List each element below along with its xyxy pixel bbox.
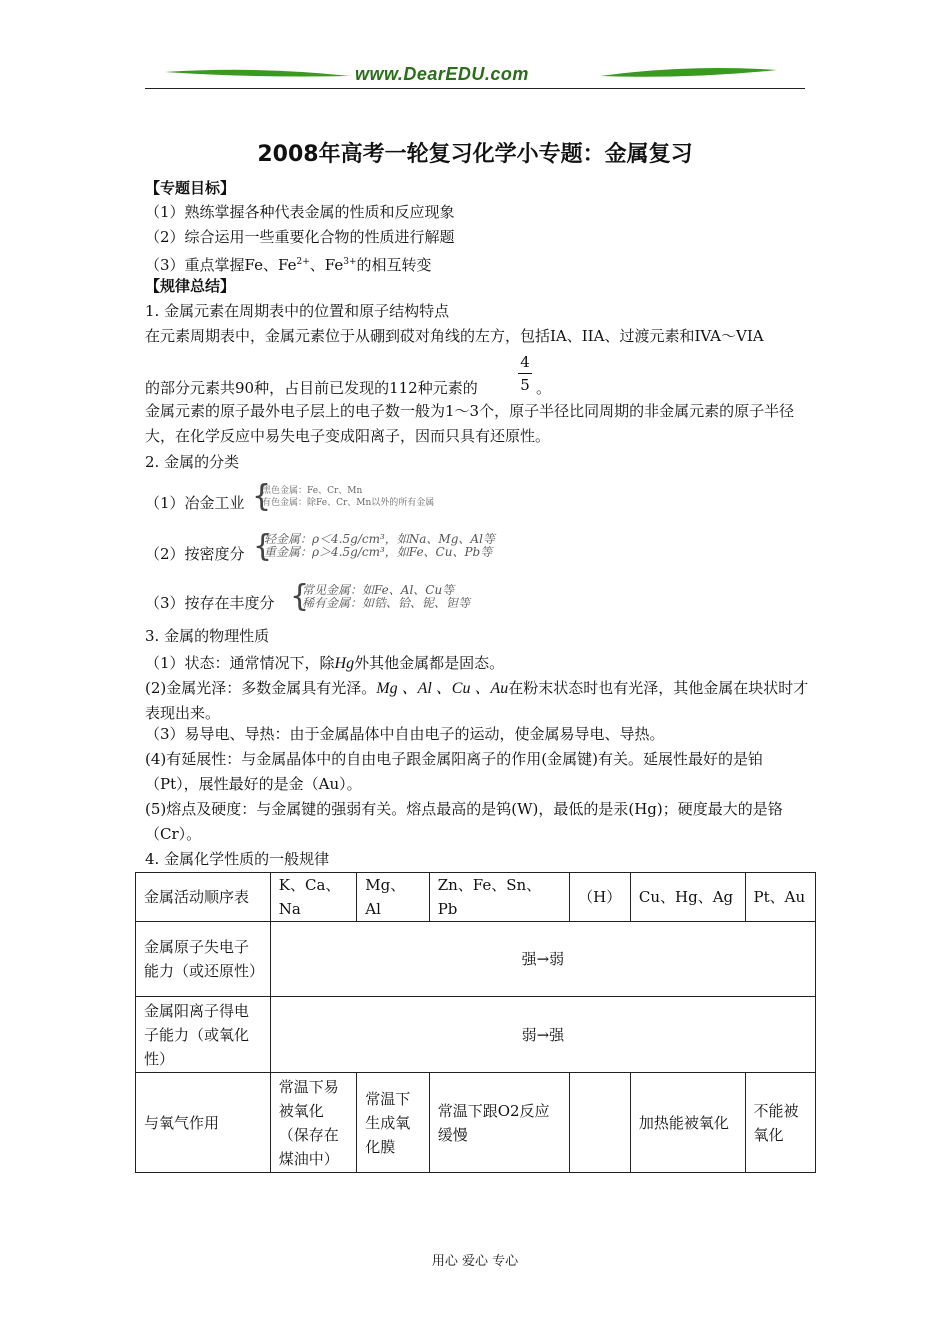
brace-icon: { [252, 479, 272, 514]
section1-heading: 1. 金属元素在周期表中的位置和原子结构特点 [145, 302, 450, 320]
table-row [136, 997, 816, 1073]
table-cell: 不能被氧化 [745, 1073, 815, 1173]
class3-a: 常见金属：如Fe、Al、Cu等 [302, 583, 455, 597]
table-cell: Pt、Au [745, 873, 815, 922]
property-state: （1）状态：通常情况下，除Hg外其他金属都是固态。 [145, 654, 505, 672]
fraction-numerator: 4 [520, 353, 530, 371]
page-title: 2008年高考一轮复习化学小专题：金属复习 [257, 142, 693, 167]
table-cell: 常温下跟O2反应缓慢 [429, 1073, 569, 1173]
table-cell: 金属原子失电子能力（或还原性） [136, 922, 271, 997]
header-rule [145, 88, 805, 89]
table-row [136, 1073, 816, 1173]
table-cell: 常温下易被氧化（保存在煤油中） [270, 1073, 357, 1173]
section4-heading: 4. 金属化学性质的一般规律 [145, 850, 330, 868]
class1-label: （1）冶金工业 [145, 494, 245, 512]
brace-icon: { [290, 579, 310, 614]
goal-item: （3）重点掌握Fe、$Fe^{2+}$、$Fe^{3+}$的相互转变 [145, 256, 432, 274]
class2-a: 轻金属：ρ＜4.5g/cm³，如Na、Mg、Al等 [264, 532, 495, 546]
fraction-four-fifths [518, 353, 532, 394]
page-footer: 用心 爱心 专心 [431, 1254, 519, 1269]
table-cell: 常温下生成氧化膜 [357, 1073, 429, 1173]
class2-b: 重金属：ρ＞4.5g/cm³，如Fe、Cu、Pb等 [264, 545, 493, 559]
site-banner-text: www.DearEDU.com [355, 64, 529, 84]
brace-icon: { [253, 529, 273, 564]
table-cell: 金属活动顺序表 [136, 873, 271, 922]
goal-heading: 【专题目标】 [145, 179, 236, 197]
property-luster: (2)金属光泽：多数金属具有光泽。Mg 、Al 、Cu 、Au在粉末状态时也有光泽，其他金属在块状时才表现出来。 [145, 679, 809, 722]
table-cell: Cu、Hg、Ag [630, 873, 745, 922]
class1-b: 有色金属：除Fe、Cr、Mn以外的所有金属 [262, 498, 435, 508]
table-row [136, 922, 816, 997]
table-cell: 与氧气作用 [136, 1073, 271, 1173]
goal-item: （1）熟练掌握各种代表金属的性质和反应现象 [145, 203, 455, 221]
section3-heading: 3. 金属的物理性质 [145, 627, 270, 645]
table-row [136, 873, 816, 922]
metal-properties-table [135, 872, 816, 1173]
table-cell: 加热能被氧化 [630, 1073, 745, 1173]
table-cell: （H） [569, 873, 630, 922]
fraction-bar [518, 373, 532, 374]
section2-heading: 2. 金属的分类 [145, 453, 240, 471]
class3-label: （3）按存在丰度分 [145, 594, 275, 612]
section1-line1: 在元素周期表中，金属元素位于从硼到砹对角线的左方，包括IA、IIA、过渡元素和IVA～VIA [145, 327, 764, 345]
goal-item: （2）综合运用一些重要化合物的性质进行解题 [145, 228, 455, 246]
table-cell: 金属阳离子得电子能力（或氧化性） [136, 997, 271, 1073]
class3-b: 稀有金属：如锆、铪、铌、钽等 [302, 596, 471, 610]
class2-label: （2）按密度分 [145, 545, 245, 563]
table-cell: Mg、Al [357, 873, 429, 922]
table-cell: Zn、Fe、Sn、Pb [429, 873, 569, 922]
table-cell: 强→弱 [270, 922, 815, 997]
class1-a: 黑色金属：Fe、Cr、Mn [262, 486, 363, 496]
property-melting-hardness: (5)熔点及硬度：与金属键的强弱有关。熔点最高的是钨(W)，最低的是汞(Hg)；硬度最大的是铬（Cr）。 [145, 800, 783, 843]
section1-paragraph: 金属元素的原子最外电子层上的电子数一般为1～3个，原子半径比同周期的非金属元素的原子半径大，在化学反应中易失电子变成阳离子，因而只具有还原性。 [145, 402, 795, 445]
fraction-denominator: 5 [520, 376, 530, 394]
table-cell [569, 1073, 630, 1173]
section1-line2-end: 。 [536, 379, 552, 397]
section1-line2: 的部分元素共90种，占目前已发现的112种元素的 [145, 379, 478, 397]
property-ductility: (4)有延展性：与金属晶体中的自由电子跟金属阳离子的作用(金属键)有关。延展性最好的是铂（Pt），展性最好的是金（Au）。 [145, 750, 763, 793]
table-cell: K、Ca、Na [270, 873, 357, 922]
property-conductivity: （3）易导电、导热：由于金属晶体中自由电子的运动，使金属易导电、导热。 [145, 725, 665, 743]
table-cell: 弱→强 [270, 997, 815, 1073]
summary-heading: 【规律总结】 [145, 277, 236, 295]
